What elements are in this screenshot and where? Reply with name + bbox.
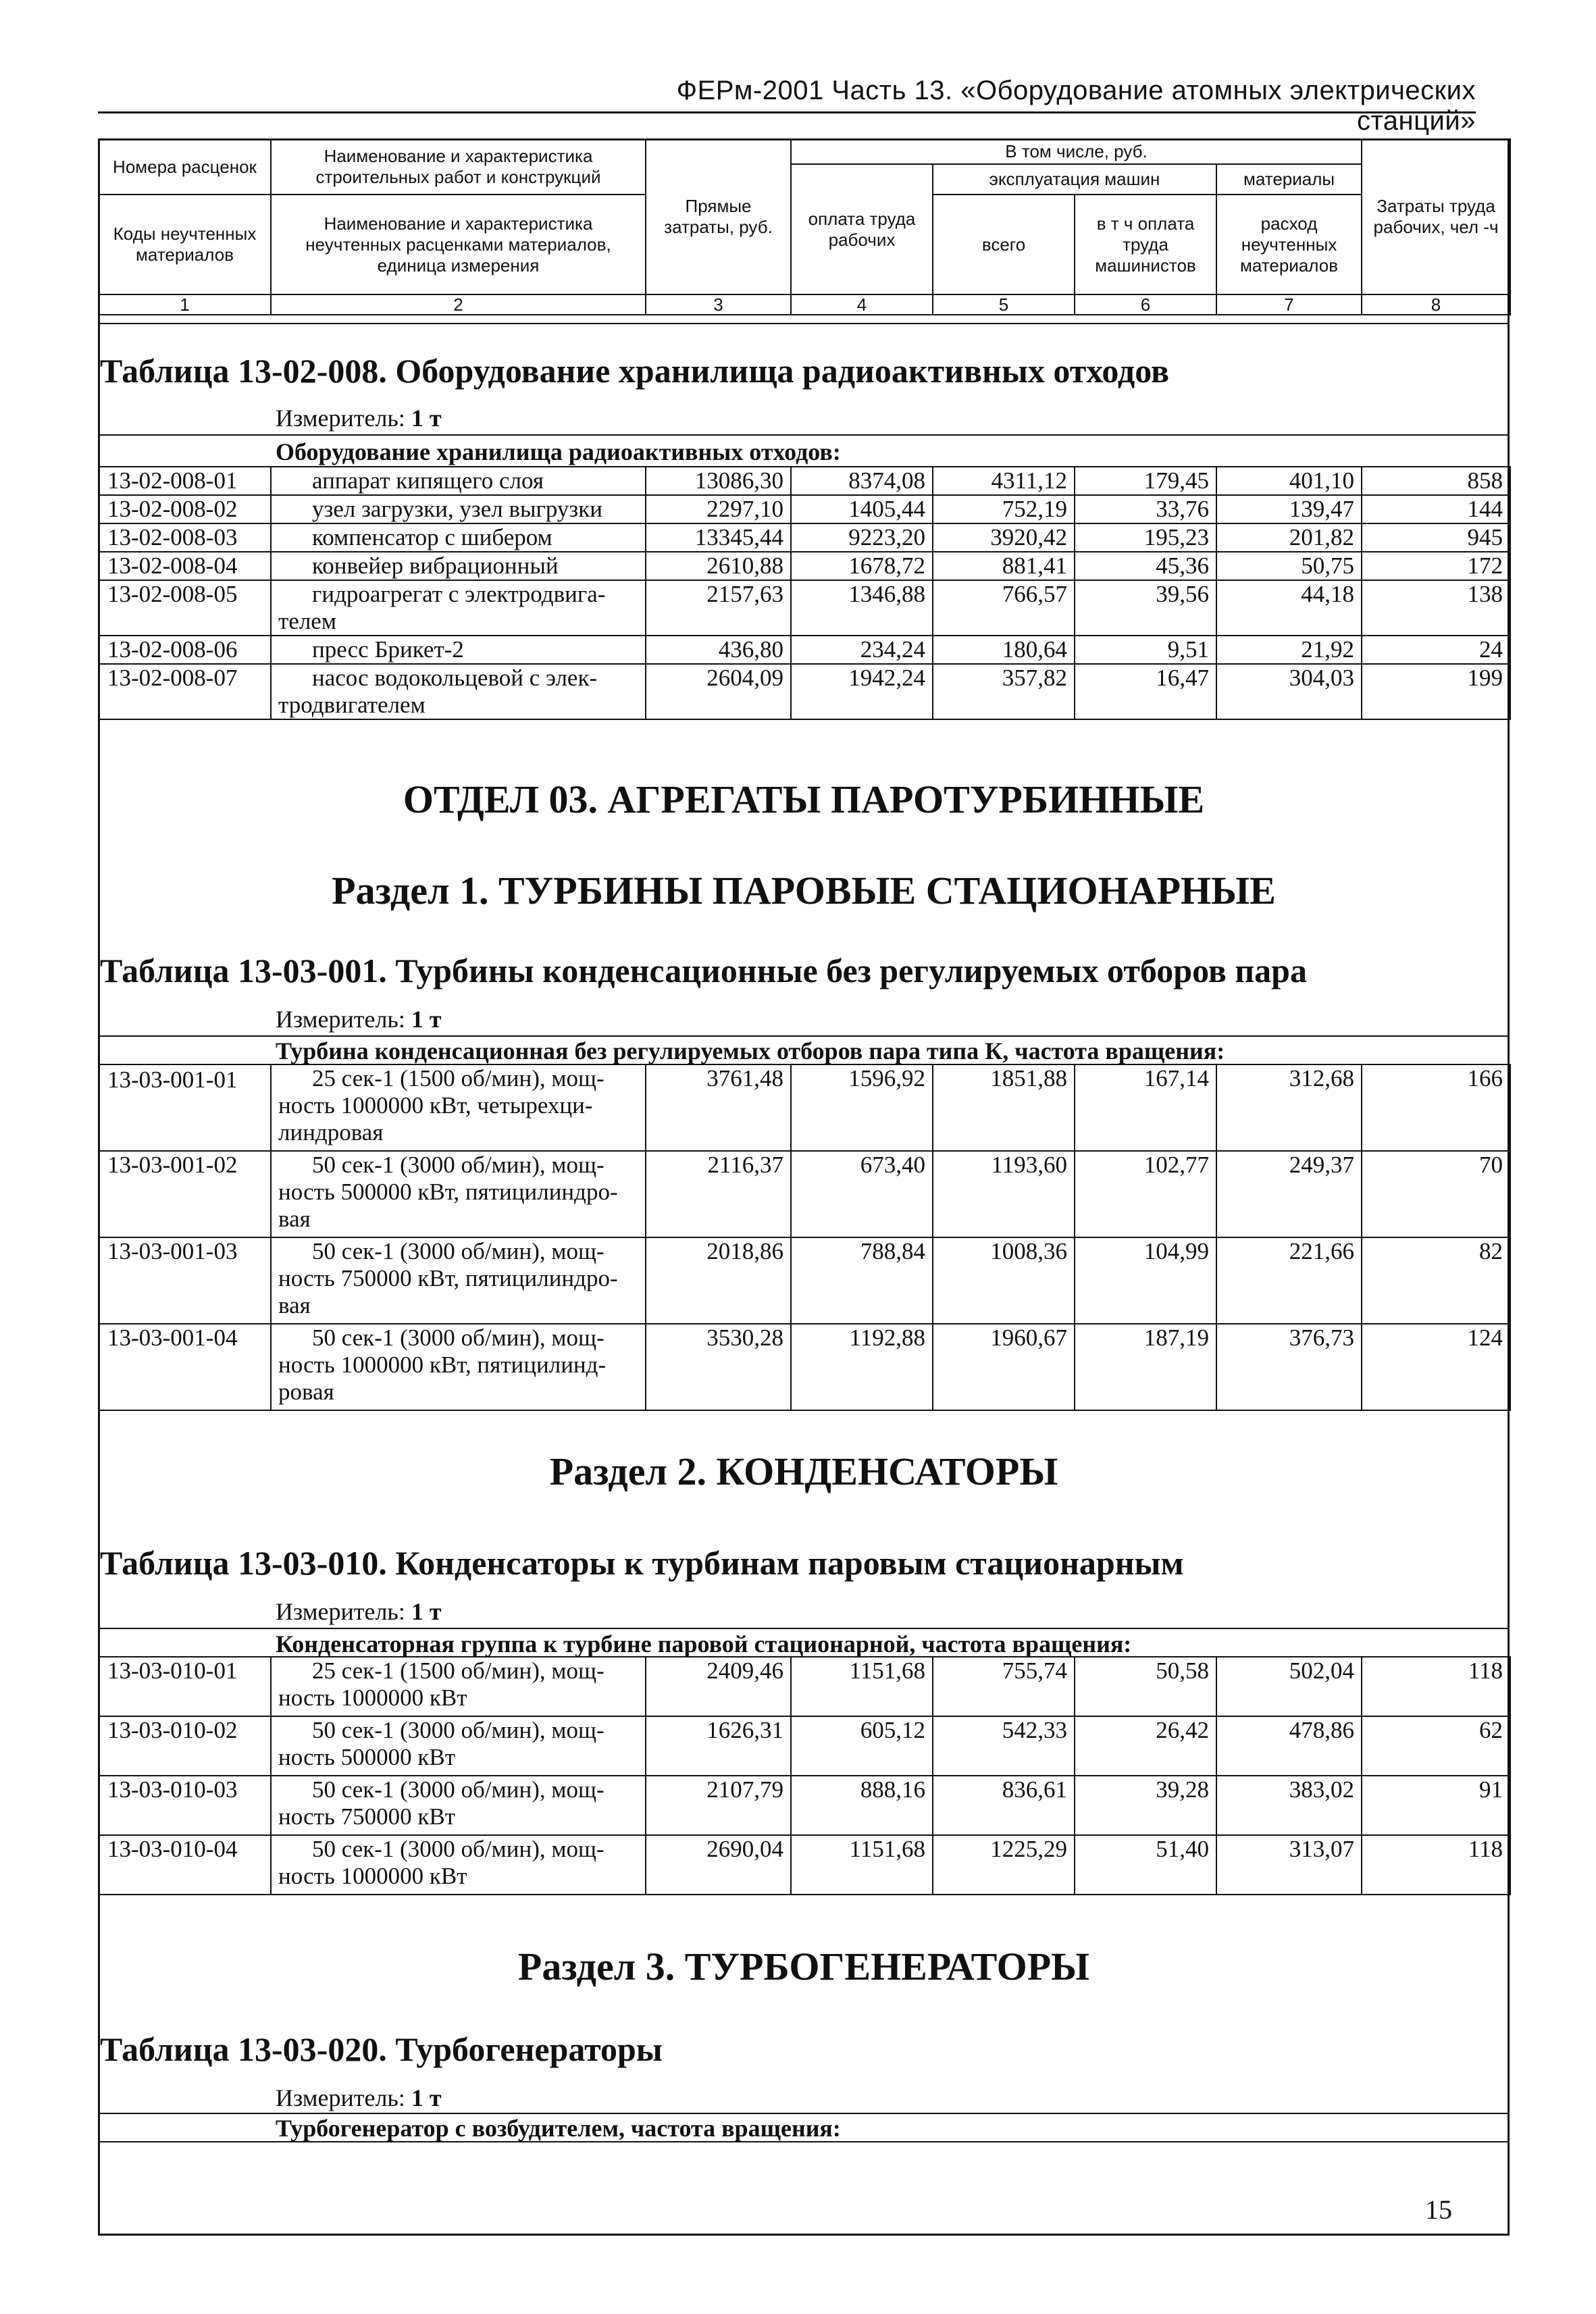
machinist-pay: 33,76 [1075,495,1216,523]
col-num: 6 [1075,294,1216,315]
measurement-unit [276,2084,442,2112]
labor-hours: 858 [1362,467,1510,495]
table-row [99,664,1510,719]
materials-cost: 221,66 [1216,1237,1362,1324]
rule [98,2141,1510,2142]
work-name-cont: ность 750000 кВт, пятицилиндро- [278,1265,618,1291]
labor-hours: 166 [1362,1064,1510,1151]
header-material-codes: Коды неучтенных материалов [99,195,271,294]
direct-cost: 1626,31 [646,1716,791,1776]
table-row [99,1776,1510,1835]
col-num: 8 [1362,294,1510,315]
data-table [98,1656,1511,1895]
header-in-total: В том числе, руб. [791,139,1362,164]
machines-total: 542,33 [933,1716,1075,1776]
labor-pay: 605,12 [791,1716,933,1776]
table-row [99,1064,1510,1151]
table-row [99,552,1510,580]
labor-hours: 24 [1362,636,1510,664]
header-rate-numbers: Номера расценок [99,139,271,195]
machines-total: 1225,29 [933,1835,1075,1895]
rate-code: 13-03-010-01 [99,1657,271,1716]
rate-code: 13-03-010-02 [99,1716,271,1776]
header-material-name: Наименование и характеристика неучтенных расценками материалов, единица измерения [271,195,646,294]
table-caption: Таблица 13-03-020. Турбогенераторы [100,2030,663,2068]
table-subheading: Оборудование хранилища радиоактивных отходов: [276,438,841,465]
direct-cost: 13086,30 [646,467,791,495]
table-row [99,1657,1510,1716]
table-row [99,1324,1510,1410]
measurement-unit [276,404,442,432]
machines-total: 180,64 [933,636,1075,664]
labor-pay: 1151,68 [791,1657,933,1716]
labor-pay: 1192,88 [791,1324,933,1410]
materials-cost: 502,04 [1216,1657,1362,1716]
measurement-label: Измеритель: [276,2084,405,2111]
work-name-cont: ность 500000 кВт [278,1744,456,1770]
work-name-cont: вая [278,1206,311,1232]
labor-pay: 1346,88 [791,580,933,636]
direct-cost: 3530,28 [646,1324,791,1410]
direct-cost: 13345,44 [646,523,791,552]
machinist-pay: 51,40 [1075,1835,1216,1895]
machines-total: 836,61 [933,1776,1075,1835]
direct-cost: 2604,09 [646,664,791,719]
work-name-cont: тродвигателем [278,692,426,718]
rate-code: 13-02-008-06 [99,636,271,664]
materials-cost: 401,10 [1216,467,1362,495]
machines-total: 766,57 [933,580,1075,636]
machinist-pay: 39,56 [1075,580,1216,636]
direct-cost: 2409,46 [646,1657,791,1716]
work-name: гидроагрегат с электродвига- [312,581,606,607]
rate-code: 13-03-010-03 [99,1776,271,1835]
materials-cost: 478,86 [1216,1716,1362,1776]
machinist-pay: 16,47 [1075,664,1216,719]
table-row [99,495,1510,523]
work-name: аппарат кипящего слоя [271,467,646,495]
header-machines: эксплуатация машин [933,164,1216,195]
materials-cost: 313,07 [1216,1835,1362,1895]
direct-cost: 2297,10 [646,495,791,523]
machinist-pay: 179,45 [1075,467,1216,495]
rule [98,323,1510,324]
labor-hours: 144 [1362,495,1510,523]
materials-cost: 21,92 [1216,636,1362,664]
machines-total: 1960,67 [933,1324,1075,1410]
measurement-label: Измеритель: [276,1598,405,1625]
work-name-cont: ность 1000000 кВт [278,1863,467,1889]
rate-code: 13-03-001-04 [99,1324,271,1410]
column-header-table [98,138,1511,315]
machines-total: 1851,88 [933,1064,1075,1151]
work-name: 50 сек-1 (3000 об/мин), мощ- [312,1836,604,1862]
header-labor-pay: оплата труда рабочих [791,164,933,294]
table-subheading: Конденсаторная группа к турбине паровой стационарной, частота вращения: [276,1630,1132,1657]
work-name-cont: ность 750000 кВт [278,1803,456,1830]
table-row [99,636,1510,664]
rate-code: 13-02-008-02 [99,495,271,523]
rate-code: 13-02-008-04 [99,552,271,580]
machines-total: 752,19 [933,495,1075,523]
col-num: 2 [271,294,646,315]
materials-cost: 383,02 [1216,1776,1362,1835]
col-num: 5 [933,294,1075,315]
materials-cost: 139,47 [1216,495,1362,523]
table-row [99,1716,1510,1776]
direct-cost: 3761,48 [646,1064,791,1151]
page-number: 15 [1425,2194,1452,2225]
rate-code: 13-03-001-02 [99,1151,271,1237]
work-name: 50 сек-1 (3000 об/мин), мощ- [312,1325,604,1351]
work-name-cont: ность 500000 кВт, пятицилиндро- [278,1179,618,1205]
machines-total: 1193,60 [933,1151,1075,1237]
table-row [99,523,1510,552]
labor-pay: 1151,68 [791,1835,933,1895]
table-row [99,1835,1510,1895]
measurement-unit [276,1005,442,1033]
rule [98,434,1510,436]
labor-pay: 888,16 [791,1776,933,1835]
measurement-value: 1 т [411,2084,442,2111]
labor-hours: 62 [1362,1716,1510,1776]
measurement-value: 1 т [411,1006,442,1033]
work-name: 50 сек-1 (3000 об/мин), мощ- [312,1717,604,1743]
labor-pay: 1942,24 [791,664,933,719]
header-work-name: Наименование и характеристика строительных работ и конструкций [271,139,646,195]
section-title: Раздел 3. ТУРБОГЕНЕРАТОРЫ [517,1945,1090,1988]
direct-cost: 2610,88 [646,552,791,580]
col-num: 7 [1216,294,1362,315]
header-machines-total: всего [933,195,1075,294]
work-name-cont: ность 1000000 кВт, пятицилинд- [278,1352,607,1378]
labor-pay: 9223,20 [791,523,933,552]
work-name: насос водокольцевой с элек- [312,665,598,691]
machinist-pay: 195,23 [1075,523,1216,552]
labor-pay: 1405,44 [791,495,933,523]
materials-cost: 304,03 [1216,664,1362,719]
measurement-unit [276,1597,442,1626]
labor-pay: 673,40 [791,1151,933,1237]
work-name-cont: линдровая [278,1119,384,1146]
table-subheading: Турбина конденсационная без регулируемых отборов пара типа К, частота вращения: [276,1037,1225,1064]
work-name: 25 сек-1 (1500 об/мин), мощ- [312,1657,604,1684]
rate-code: 13-03-001-03 [99,1237,271,1324]
labor-pay: 1678,72 [791,552,933,580]
rate-code: 13-03-001-01 [99,1064,271,1151]
labor-hours: 199 [1362,664,1510,719]
work-name-cont: ность 1000000 кВт [278,1685,467,1711]
materials-cost: 312,68 [1216,1064,1362,1151]
table-row [99,467,1510,495]
rate-code: 13-02-008-03 [99,523,271,552]
work-name: узел загрузки, узел выгрузки [271,495,646,523]
labor-hours: 138 [1362,580,1510,636]
table-caption: Таблица 13-02-008. Оборудование хранилища радиоактивных отходов [100,352,1169,390]
rule [98,1628,1510,1629]
machinist-pay: 104,99 [1075,1237,1216,1324]
work-name: 25 сек-1 (1500 об/мин), мощ- [312,1065,604,1091]
header-materials: материалы [1216,164,1362,195]
rate-code: 13-02-008-07 [99,664,271,719]
work-name-cont: ровая [278,1379,334,1405]
labor-pay: 8374,08 [791,467,933,495]
header-material-consumption: расход неучтенных материалов [1216,195,1362,294]
direct-cost: 2690,04 [646,1835,791,1895]
table-row [99,1151,1510,1237]
labor-hours: 82 [1362,1237,1510,1324]
measurement-value: 1 т [411,405,442,432]
data-table [98,466,1511,720]
work-name: компенсатор с шибером [271,523,646,552]
header-labor-hours: Затраты труда рабочих, чел -ч [1362,139,1510,294]
header-direct-costs: Прямые затраты, руб. [646,139,791,294]
labor-hours: 172 [1362,552,1510,580]
machinist-pay: 39,28 [1075,1776,1216,1835]
machines-total: 3920,42 [933,523,1075,552]
machinist-pay: 50,58 [1075,1657,1216,1716]
labor-hours: 118 [1362,1835,1510,1895]
labor-hours: 124 [1362,1324,1510,1410]
header-machinist-pay: в т ч оплата труда машинистов [1075,195,1216,294]
machinist-pay: 167,14 [1075,1064,1216,1151]
machines-total: 881,41 [933,552,1075,580]
measurement-value: 1 т [411,1598,442,1625]
measurement-label: Измеритель: [276,1006,405,1033]
section-title: ОТДЕЛ 03. АГРЕГАТЫ ПАРОТУРБИННЫЕ [403,777,1205,821]
machines-total: 755,74 [933,1657,1075,1716]
work-name: 50 сек-1 (3000 об/мин), мощ- [312,1238,604,1264]
col-num: 1 [99,294,271,315]
materials-cost: 44,18 [1216,580,1362,636]
rate-code: 13-02-008-05 [99,580,271,636]
table-row [99,1237,1510,1324]
machinist-pay: 187,19 [1075,1324,1216,1410]
direct-cost: 2107,79 [646,1776,791,1835]
work-name-cont: ность 1000000 кВт, четырехци- [278,1092,593,1119]
labor-hours: 91 [1362,1776,1510,1835]
col-num: 4 [791,294,933,315]
labor-hours: 70 [1362,1151,1510,1237]
rate-code: 13-03-010-04 [99,1835,271,1895]
table-row [99,580,1510,636]
work-name-cont: вая [278,1292,311,1318]
labor-hours: 945 [1362,523,1510,552]
measurement-label: Измеритель: [276,405,405,432]
materials-cost: 249,37 [1216,1151,1362,1237]
table-caption: Таблица 13-03-001. Турбины конденсационные без регулируемых отборов пара [100,952,1307,989]
machines-total: 357,82 [933,664,1075,719]
header-rule [98,111,1476,113]
machinist-pay: 45,36 [1075,552,1216,580]
labor-pay: 1596,92 [791,1064,933,1151]
materials-cost: 201,82 [1216,523,1362,552]
table-subheading: Турбогенератор с возбудителем, частота вращения: [276,2115,841,2142]
work-name: пресс Брикет-2 [271,636,646,664]
running-header: ФЕРм-2001 Часть 13. «Оборудование атомных электрических станций» [676,76,1476,136]
direct-cost: 2116,37 [646,1151,791,1237]
table-caption: Таблица 13-03-010. Конденсаторы к турбинам паровым стационарным [100,1544,1184,1582]
work-name: 50 сек-1 (3000 об/мин), мощ- [312,1776,604,1803]
work-name: 50 сек-1 (3000 об/мин), мощ- [312,1152,604,1178]
machines-total: 1008,36 [933,1237,1075,1324]
data-table [98,1064,1511,1411]
direct-cost: 2018,86 [646,1237,791,1324]
work-name-cont: телем [278,608,336,634]
section-title: Раздел 1. ТУРБИНЫ ПАРОВЫЕ СТАЦИОНАРНЫЕ [332,869,1276,912]
direct-cost: 2157,63 [646,580,791,636]
direct-cost: 436,80 [646,636,791,664]
labor-hours: 118 [1362,1657,1510,1716]
machinist-pay: 9,51 [1075,636,1216,664]
materials-cost: 50,75 [1216,552,1362,580]
section-title: Раздел 2. КОНДЕНСАТОРЫ [549,1449,1058,1493]
col-num: 3 [646,294,791,315]
labor-pay: 788,84 [791,1237,933,1324]
rate-code: 13-02-008-01 [99,467,271,495]
machinist-pay: 26,42 [1075,1716,1216,1776]
work-name: конвейер вибрационный [271,552,646,580]
machines-total: 4311,12 [933,467,1075,495]
machinist-pay: 102,77 [1075,1151,1216,1237]
materials-cost: 376,73 [1216,1324,1362,1410]
labor-pay: 234,24 [791,636,933,664]
